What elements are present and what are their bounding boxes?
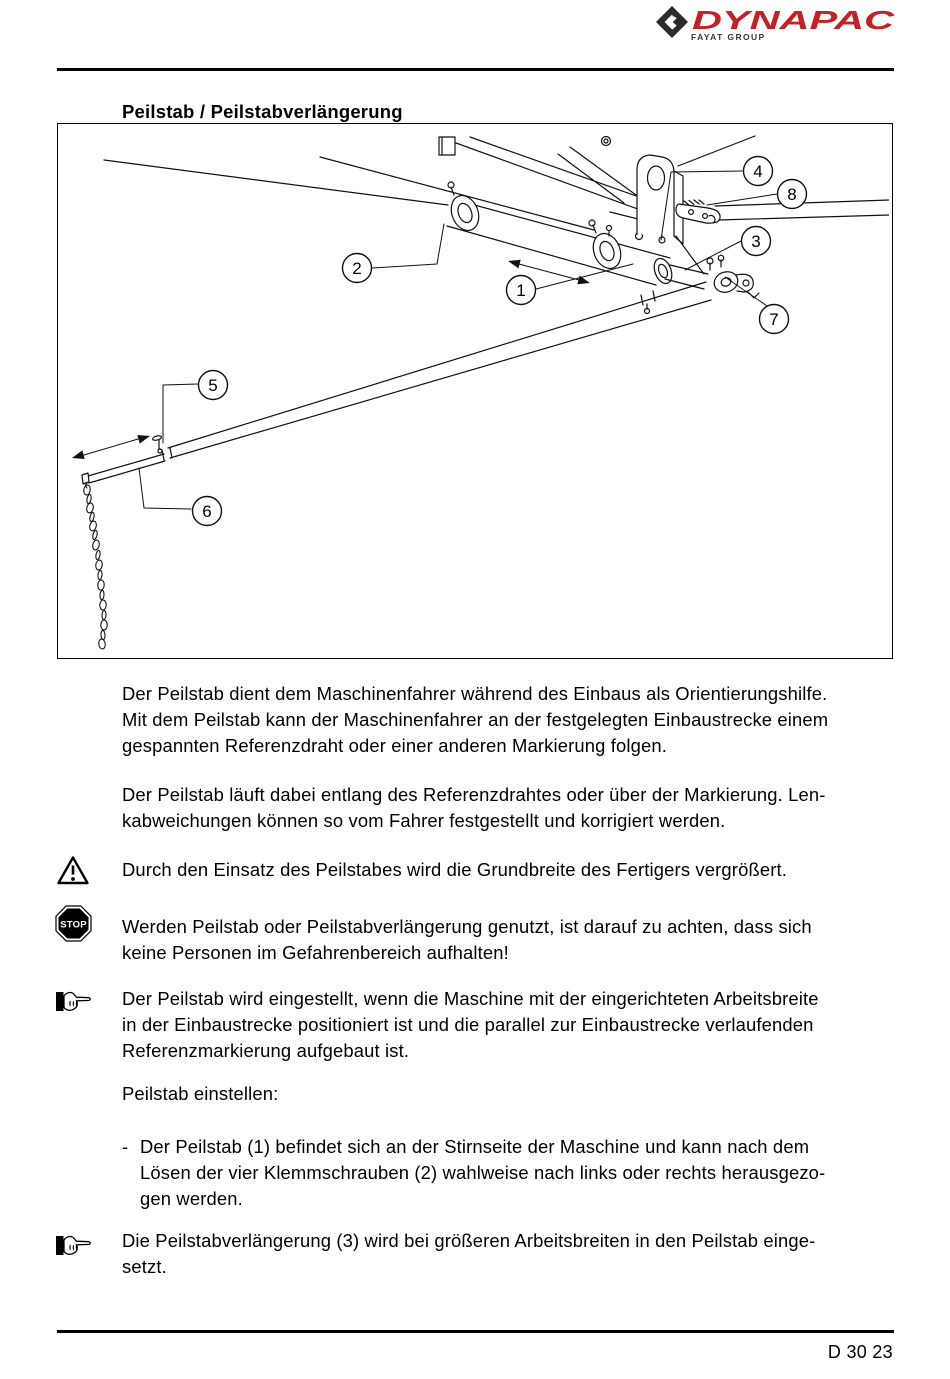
bullet-item — [140, 1134, 825, 1212]
brand-wordmark — [690, 5, 900, 35]
footer-rule — [57, 1330, 894, 1333]
machine-frame-lines — [104, 136, 889, 234]
svg-text:8: 8 — [787, 185, 797, 204]
text-line: Der Peilstab (1) befindet sich an der Stirnseite der Maschine und kann nach dem — [140, 1136, 810, 1157]
clamp-bracket-right — [588, 220, 625, 272]
elbow-joint — [707, 255, 759, 298]
direction-arrow-lower — [72, 435, 150, 459]
header-rule — [57, 68, 894, 71]
callout-7 — [760, 305, 789, 334]
pointing-hand-icon — [55, 988, 92, 1016]
svg-text:3: 3 — [751, 232, 761, 251]
text-line: Referenzmarkierung aufgebaut ist. — [122, 1040, 410, 1061]
svg-text:2: 2 — [352, 259, 362, 278]
text-line: Peilstab einstellen: — [122, 1083, 279, 1104]
warning-triangle-icon — [56, 855, 90, 886]
svg-text:STOP: STOP — [60, 919, 87, 931]
text-line: setzt. — [122, 1256, 167, 1277]
text-line: gen werden. — [140, 1188, 243, 1209]
svg-text:1: 1 — [516, 281, 526, 300]
text-line: Durch den Einsatz des Peilstabes wird die Grundbreite des Fertigers vergrößert. — [122, 859, 788, 880]
svg-text:6: 6 — [202, 502, 212, 521]
text-line: kabweichungen können so vom Fahrer festgestellt und korrigiert werden. — [122, 810, 726, 831]
page-code: D 30 23 — [827, 1342, 893, 1362]
wing-bolt — [152, 435, 162, 453]
callout-6 — [193, 497, 222, 526]
svg-text:5: 5 — [208, 376, 218, 395]
text-line: Die Peilstabverlängerung (3) wird bei größeren Arbeitsbreiten in den Peilstab einge- — [122, 1230, 816, 1251]
callout-2 — [343, 254, 372, 283]
paragraph-warning — [122, 857, 787, 883]
text-line: Lösen der vier Klemmschrauben (2) wahlweise nach links oder rechts herausgezo- — [140, 1162, 826, 1183]
paragraph-note2 — [122, 1228, 815, 1280]
text-line: keine Personen im Gefahrenbereich aufhalten! — [122, 942, 509, 963]
callout-3 — [742, 227, 771, 256]
callout-1 — [507, 276, 536, 305]
text-line: Der Peilstab läuft dabei entlang des Referenzdrahtes oder über der Markierung. Len- — [122, 784, 826, 805]
chain — [83, 482, 107, 649]
text-line: Der Peilstab wird eingestellt, wenn die Maschine mit der eingerichteten Arbeitsbreite — [122, 988, 819, 1009]
paragraph-stop — [122, 914, 812, 966]
pointing-hand-icon — [55, 1232, 92, 1260]
text-line: gespannten Referenzdraht oder einer anderen Markierung folgen. — [122, 735, 668, 756]
clamp-bracket-left — [446, 182, 483, 234]
stop-icon — [55, 905, 92, 942]
page-title: Peilstab / Peilstabverlängerung — [122, 101, 403, 122]
paragraph-note1 — [122, 986, 819, 1064]
callout-5 — [199, 371, 228, 400]
callout-4 — [744, 157, 773, 186]
subheading — [122, 1081, 278, 1107]
bullet-marker: - — [122, 1136, 129, 1157]
paragraph-function — [122, 782, 826, 834]
figure-box — [57, 123, 893, 659]
svg-text:7: 7 — [769, 310, 779, 329]
long-rod — [82, 282, 711, 484]
text-line: Mit dem Peilstab kann der Maschinenfahrer an der festgelegten Einbaustrecke einem — [122, 709, 829, 730]
figure-drawing — [58, 124, 889, 655]
brand-group-label: FAYAT GROUP — [691, 32, 766, 42]
dynapac-diamond-logo-icon — [656, 6, 688, 38]
brand-wordmark-text: DYNAPAC — [692, 5, 896, 35]
text-line: Der Peilstab dient dem Maschinenfahrer während des Einbaus als Orientierungshilfe. — [122, 683, 828, 704]
paragraph-intro — [122, 681, 828, 759]
text-line: in der Einbaustrecke positioniert ist und die parallel zur Einbaustrecke verlaufenden — [122, 1014, 814, 1035]
callout-8 — [778, 180, 807, 209]
text-line: Werden Peilstab oder Peilstabverlängerung genutzt, ist darauf zu achten, dass sich — [122, 916, 812, 937]
svg-text:4: 4 — [753, 162, 763, 181]
